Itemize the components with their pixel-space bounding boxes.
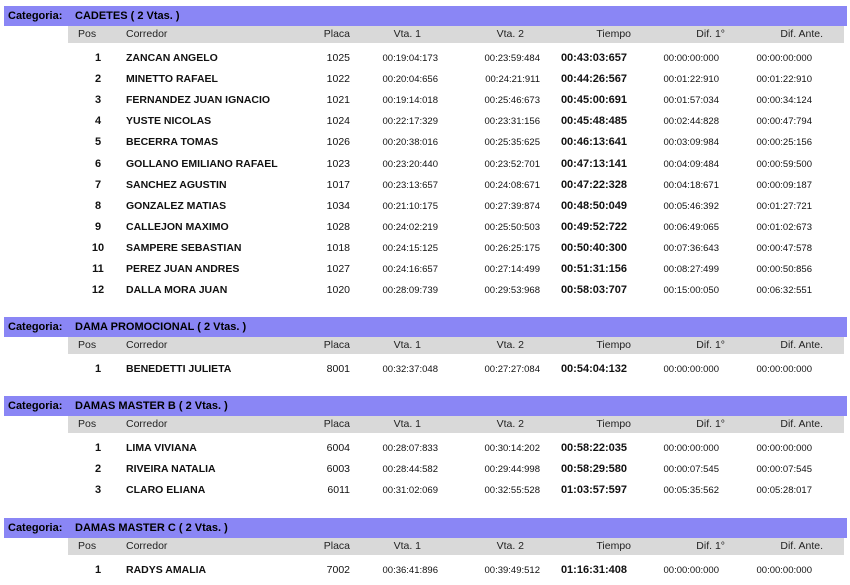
header-vta1: Vta. 1	[393, 28, 421, 40]
category-name: DAMAS MASTER C ( 2 Vtas. )	[75, 522, 228, 534]
category-bar	[4, 6, 847, 26]
cell-tiempo: 00:44:26:567	[560, 73, 627, 86]
header-difante: Dif. Ante.	[780, 339, 823, 351]
cell-difante: 00:00:07:545	[756, 464, 812, 476]
cell-pos: 12	[91, 284, 105, 297]
cell-tiempo: 00:46:13:641	[560, 136, 627, 149]
cell-tiempo: 00:47:22:328	[560, 178, 627, 191]
result-row	[0, 154, 850, 175]
header-tiempo: Tiempo	[596, 418, 631, 430]
cell-dif1: 00:03:09:984	[663, 137, 719, 149]
cell-difante: 00:05:28:017	[756, 485, 812, 497]
result-row	[0, 196, 850, 217]
cell-difante: 00:01:02:673	[756, 221, 812, 233]
cell-pos: 4	[94, 115, 102, 128]
header-vta2: Vta. 2	[496, 28, 524, 40]
cell-difante: 00:00:00:000	[756, 53, 812, 64]
cell-tiempo: 00:49:52:722	[560, 220, 627, 233]
result-row	[0, 560, 850, 581]
cell-placa: 1023	[326, 157, 350, 170]
cell-difante: 00:00:59:500	[756, 158, 812, 170]
cell-corredor: DALLA MORA JUAN	[126, 284, 228, 297]
cell-corredor: CALLEJON MAXIMO	[126, 220, 229, 233]
header-pos: Pos	[78, 418, 97, 430]
header-corredor: Corredor	[126, 418, 168, 430]
category-section	[0, 396, 850, 505]
header-difante: Dif. Ante.	[780, 28, 823, 40]
cell-placa: 6004	[326, 442, 350, 454]
cell-tiempo: 00:43:03:657	[560, 52, 627, 64]
cell-dif1: 00:15:00:050	[663, 285, 719, 297]
cell-tiempo: 00:48:50:049	[560, 199, 627, 212]
cell-vta2: 00:27:27:084	[484, 364, 540, 375]
cell-dif1: 00:08:27:499	[663, 264, 719, 275]
cell-difante: 00:01:22:910	[756, 74, 812, 86]
header-placa: Placa	[323, 28, 350, 40]
cell-vta2: 00:27:39:874	[484, 200, 540, 212]
cell-placa: 1026	[326, 136, 350, 149]
column-header-row	[68, 538, 844, 555]
cell-dif1: 00:01:57:034	[663, 95, 719, 107]
cell-vta1: 00:20:04:656	[382, 74, 438, 86]
cell-vta1: 00:22:17:329	[382, 116, 438, 128]
cell-placa: 6011	[327, 484, 350, 497]
cell-placa: 6003	[326, 463, 350, 476]
cell-placa: 7002	[326, 564, 350, 576]
cell-corredor: ZANCAN ANGELO	[126, 52, 218, 64]
cell-corredor: BENEDETTI JULIETA	[126, 363, 232, 375]
cell-corredor: BECERRA TOMAS	[126, 136, 219, 149]
category-label: Categoria:	[8, 522, 63, 534]
cell-difante: 00:00:00:000	[756, 565, 812, 576]
cell-pos: 9	[94, 220, 102, 233]
cell-tiempo: 01:03:57:597	[560, 484, 627, 497]
cell-corredor: MINETTO RAFAEL	[126, 73, 218, 86]
header-dif1: Dif. 1°	[696, 418, 725, 430]
header-pos: Pos	[78, 28, 97, 40]
cell-vta2: 00:23:31:156	[484, 116, 540, 128]
result-row	[0, 90, 850, 111]
result-row	[0, 48, 850, 69]
cell-difante: 00:00:47:794	[756, 116, 812, 128]
cell-tiempo: 00:58:29:580	[560, 463, 627, 476]
cell-vta1: 00:24:16:657	[382, 264, 438, 275]
cell-difante: 00:06:32:551	[756, 285, 812, 297]
category-bar	[4, 317, 847, 337]
cell-pos: 1	[94, 564, 102, 576]
cell-placa: 1028	[326, 220, 350, 233]
cell-difante: 00:00:50:856	[756, 264, 812, 275]
header-vta2: Vta. 2	[496, 339, 524, 351]
category-bar	[4, 518, 847, 538]
cell-placa: 1017	[326, 178, 350, 191]
cell-dif1: 00:00:00:000	[663, 53, 719, 64]
cell-vta1: 00:19:14:018	[382, 95, 438, 107]
cell-vta1: 00:36:41:896	[382, 565, 438, 576]
cell-tiempo: 00:54:04:132	[560, 363, 627, 375]
category-name: CADETES ( 2 Vtas. )	[75, 10, 180, 22]
result-row	[0, 69, 850, 90]
cell-difante: 00:00:25:156	[756, 137, 812, 149]
cell-tiempo: 00:51:31:156	[560, 263, 627, 275]
cell-corredor: RIVEIRA NATALIA	[126, 463, 216, 476]
header-vta2: Vta. 2	[496, 418, 524, 430]
cell-corredor: GOLLANO EMILIANO RAFAEL	[126, 157, 278, 170]
cell-difante: 00:00:00:000	[756, 364, 812, 375]
cell-pos: 7	[94, 178, 102, 191]
header-placa: Placa	[323, 540, 350, 552]
cell-vta2: 00:25:46:673	[484, 95, 540, 107]
cell-placa: 1020	[326, 284, 350, 297]
cell-dif1: 00:01:22:910	[663, 74, 719, 86]
result-row	[0, 280, 850, 301]
cell-dif1: 00:00:00:000	[663, 364, 719, 375]
header-pos: Pos	[78, 540, 97, 552]
header-tiempo: Tiempo	[596, 339, 631, 351]
cell-vta2: 00:25:35:625	[484, 137, 540, 149]
cell-tiempo: 00:45:00:691	[560, 94, 627, 107]
result-row	[0, 438, 850, 459]
cell-corredor: LIMA VIVIANA	[126, 442, 197, 454]
header-dif1: Dif. 1°	[696, 28, 725, 40]
category-label: Categoria:	[8, 400, 63, 412]
cell-vta1: 00:28:44:582	[382, 464, 438, 476]
cell-vta2: 00:29:44:998	[484, 464, 540, 476]
cell-dif1: 00:04:18:671	[663, 179, 719, 191]
cell-pos: 2	[94, 463, 102, 476]
cell-vta1: 00:31:02:069	[382, 485, 438, 497]
result-row	[0, 459, 850, 480]
cell-dif1: 00:07:36:643	[663, 242, 719, 254]
cell-corredor: FERNANDEZ JUAN IGNACIO	[126, 94, 271, 107]
header-tiempo: Tiempo	[596, 540, 631, 552]
cell-dif1: 00:04:09:484	[663, 158, 719, 170]
result-row	[0, 259, 850, 280]
cell-pos: 10	[91, 241, 105, 254]
cell-placa: 1025	[326, 52, 350, 64]
cell-vta2: 00:30:14:202	[484, 443, 540, 454]
column-header-row	[68, 26, 844, 43]
category-section	[0, 317, 850, 384]
cell-difante: 00:01:27:721	[756, 200, 812, 212]
category-section	[0, 518, 850, 585]
cell-pos: 3	[94, 484, 102, 497]
cell-tiempo: 00:50:40:300	[560, 241, 627, 254]
cell-pos: 11	[92, 263, 104, 275]
header-vta1: Vta. 1	[393, 418, 421, 430]
cell-tiempo: 00:58:22:035	[560, 442, 627, 454]
cell-corredor: PEREZ JUAN ANDRES	[126, 263, 240, 275]
category-section	[0, 6, 850, 305]
cell-difante: 00:00:34:124	[756, 95, 812, 107]
cell-vta1: 00:19:04:173	[382, 53, 438, 64]
cell-pos: 3	[94, 94, 102, 107]
header-corredor: Corredor	[126, 540, 168, 552]
cell-pos: 6	[94, 157, 102, 170]
column-header-row	[68, 416, 844, 433]
cell-dif1: 00:00:07:545	[663, 464, 719, 476]
cell-pos: 1	[94, 363, 102, 375]
cell-vta1: 00:24:15:125	[382, 242, 438, 254]
header-dif1: Dif. 1°	[696, 540, 725, 552]
category-name: DAMAS MASTER B ( 2 Vtas. )	[75, 400, 228, 412]
cell-tiempo: 00:58:03:707	[560, 284, 627, 297]
cell-tiempo: 01:16:31:408	[560, 564, 627, 576]
result-row	[0, 238, 850, 259]
cell-placa: 1027	[326, 263, 350, 275]
cell-placa: 1034	[326, 199, 350, 212]
cell-vta2: 00:26:25:175	[484, 242, 540, 254]
cell-corredor: YUSTE NICOLAS	[126, 115, 212, 128]
header-vta1: Vta. 1	[393, 339, 421, 351]
cell-vta1: 00:23:13:657	[382, 179, 438, 191]
cell-vta1: 00:23:20:440	[382, 158, 438, 170]
result-row	[0, 217, 850, 238]
header-corredor: Corredor	[126, 339, 168, 351]
category-name: DAMA PROMOCIONAL ( 2 Vtas. )	[75, 321, 247, 333]
result-row	[0, 111, 850, 132]
header-difante: Dif. Ante.	[780, 540, 823, 552]
header-tiempo: Tiempo	[596, 28, 631, 40]
header-placa: Placa	[323, 339, 350, 351]
column-header-row	[68, 337, 844, 354]
cell-vta1: 00:28:09:739	[382, 285, 438, 297]
cell-tiempo: 00:47:13:141	[560, 157, 627, 170]
cell-vta1: 00:20:38:016	[382, 137, 438, 149]
cell-vta2: 00:32:55:528	[484, 485, 540, 497]
cell-vta2: 00:25:50:503	[484, 221, 540, 233]
cell-vta2: 00:24:08:671	[484, 179, 540, 191]
cell-placa: 1018	[326, 241, 350, 254]
cell-vta2: 00:24:21:911	[485, 74, 540, 86]
cell-pos: 1	[94, 52, 102, 64]
category-label: Categoria:	[8, 321, 63, 333]
cell-corredor: RADYS AMALIA	[126, 564, 207, 576]
cell-difante: 00:00:09:187	[756, 179, 812, 191]
cell-vta1: 00:24:02:219	[382, 221, 438, 233]
cell-pos: 5	[94, 136, 102, 149]
cell-difante: 00:00:47:578	[756, 242, 812, 254]
cell-difante: 00:00:00:000	[756, 443, 812, 454]
cell-pos: 2	[94, 73, 102, 86]
cell-dif1: 00:02:44:828	[663, 116, 719, 128]
cell-corredor: GONZALEZ MATIAS	[126, 199, 227, 212]
cell-dif1: 00:00:00:000	[663, 443, 719, 454]
cell-corredor: SAMPERE SEBASTIAN	[126, 241, 242, 254]
header-corredor: Corredor	[126, 28, 168, 40]
result-row	[0, 132, 850, 153]
cell-dif1: 00:06:49:065	[663, 221, 719, 233]
cell-dif1: 00:00:00:000	[663, 565, 719, 576]
header-placa: Placa	[323, 418, 350, 430]
header-dif1: Dif. 1°	[696, 339, 725, 351]
cell-pos: 8	[94, 199, 102, 212]
category-bar	[4, 396, 847, 416]
cell-vta1: 00:32:37:048	[382, 364, 438, 375]
cell-dif1: 00:05:46:392	[663, 200, 719, 212]
category-label: Categoria:	[8, 10, 63, 22]
cell-corredor: CLARO ELIANA	[126, 484, 206, 497]
cell-vta2: 00:29:53:968	[484, 285, 540, 297]
cell-placa: 1024	[326, 115, 350, 128]
cell-vta2: 00:23:59:484	[484, 53, 540, 64]
cell-vta1: 00:21:10:175	[382, 200, 438, 212]
cell-vta1: 00:28:07:833	[382, 443, 438, 454]
cell-placa: 1022	[326, 73, 350, 86]
result-row	[0, 359, 850, 380]
cell-tiempo: 00:45:48:485	[560, 115, 627, 128]
header-vta2: Vta. 2	[496, 540, 524, 552]
cell-corredor: SANCHEZ AGUSTIN	[126, 178, 227, 191]
cell-vta2: 00:23:52:701	[484, 158, 540, 170]
cell-vta2: 00:27:14:499	[484, 264, 540, 275]
cell-placa: 1021	[326, 94, 350, 107]
header-vta1: Vta. 1	[393, 540, 421, 552]
result-row	[0, 480, 850, 501]
cell-vta2: 00:39:49:512	[484, 565, 540, 576]
header-pos: Pos	[78, 339, 97, 351]
cell-dif1: 00:05:35:562	[663, 485, 719, 497]
cell-placa: 8001	[326, 363, 350, 375]
result-row	[0, 175, 850, 196]
cell-pos: 1	[94, 442, 102, 454]
header-difante: Dif. Ante.	[780, 418, 823, 430]
